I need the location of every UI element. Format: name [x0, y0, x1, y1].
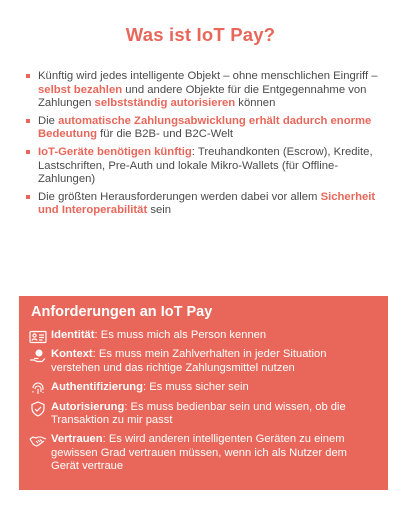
id-card-icon: [29, 329, 47, 345]
requirement-trust: Vertrauen: Es wird anderen intelligenten Geräten zu einem gewissen Grad vertrauen müssen, wenn ich als Nutzer dem Gerät vertraue: [29, 433, 378, 473]
page-title: Was ist IoT Pay?: [125, 24, 276, 45]
requirement-authentication: Authentifizierung: Es muss sicher sein: [29, 381, 378, 394]
bullet-item: Künftig wird jedes intelligente Objekt – ohne menschlichen Eingriff – selbst bezahlen und andere Objekte für die Entgegennahme von Zahlungen selbstständig autorisieren können: [26, 70, 378, 111]
handshake-icon: [29, 433, 47, 449]
requirements-box: [19, 296, 388, 490]
requirement-authorization: Autorisierung: Es muss bedienbar sein und wissen, ob die Transaktion zu mir passt: [29, 401, 378, 428]
requirement-identity: Identität: Es muss mich als Person kennen: [29, 329, 378, 342]
hand-coin-icon: [29, 348, 47, 364]
requirement-context: Kontext: Es muss mein Zahlverhalten in jeder Situation verstehen und das richtige Zahlungsmittel nutzen: [29, 348, 378, 375]
bullet-item: Die automatische Zahlungsabwicklung erhält dadurch enorme Bedeutung für die B2B- und B2C-Welt: [26, 115, 378, 142]
bullet-item: Die größten Herausforderungen werden dabei vor allem Sicherheit und Interoperabilität sein: [26, 191, 378, 218]
fingerprint-icon: [29, 381, 47, 397]
intro-bullet-list: [26, 70, 378, 222]
bullet-item: IoT-Geräte benötigen künftig: Treuhandkonten (Escrow), Kredite, Lastschriften, Pre-Auth und lokale Mikro-Wallets (für Offline-Zahlungen): [26, 146, 378, 187]
requirements-title: Anforderungen an IoT Pay: [31, 304, 213, 320]
shield-check-icon: [29, 401, 47, 417]
